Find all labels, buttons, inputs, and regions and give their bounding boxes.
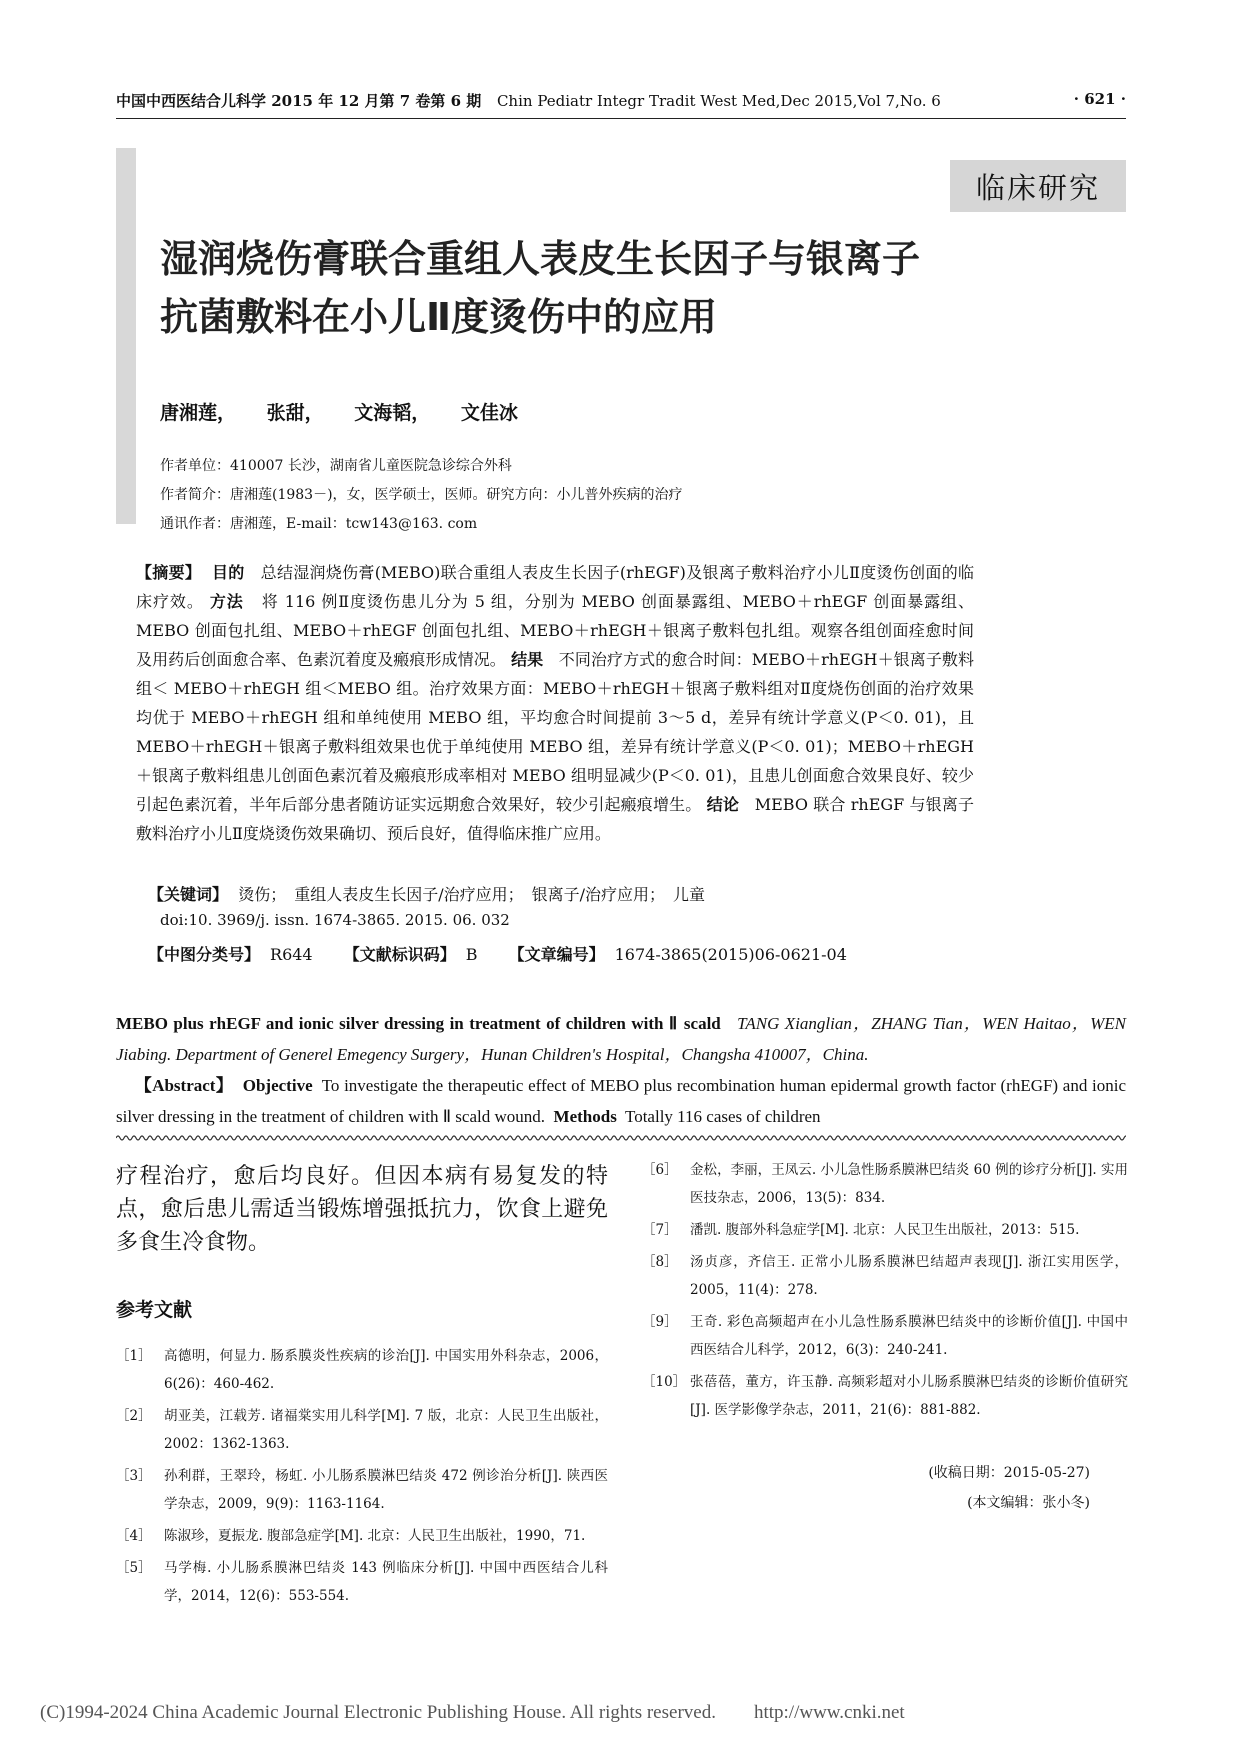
reference-number: ［7］ (642, 1222, 678, 1238)
reference-text: 汤贞彦，齐信王. 正常小儿肠系膜淋巴结超声表现[J]. 浙江实用医学，2005，11(4)：278. (690, 1254, 1128, 1298)
doc-code-label: 【文献标识码】 (343, 945, 456, 964)
header-rule (116, 118, 1126, 119)
references-list-left (116, 1342, 608, 1610)
references-list-right (642, 1156, 1128, 1424)
english-objective-text: To investigate the therapeutic effect of MEBO plus recombination human epidermal growth factor (rhEGF) and ionic silver dressing in the treatment of children with Ⅱ scald wound. (116, 1076, 1127, 1126)
author-unit: 作者单位：410007 长沙，湖南省儿童医院急诊综合外科 (160, 458, 512, 474)
decorative-side-bar (116, 148, 136, 524)
reference-text: 高德明，何显力. 肠系膜炎性疾病的诊治[J]. 中国实用外科杂志，2006，6(26)：460-462. (164, 1348, 608, 1392)
title-line-1: 湿润烧伤膏联合重组人表皮生长因子与银离子 (160, 237, 921, 281)
method-label: 方法 (209, 592, 244, 611)
reference-item (642, 1216, 1128, 1244)
running-header (116, 90, 1126, 116)
english-abstract (116, 1008, 1126, 1132)
reference-text: 潘凯. 腹部外科急症学[M]. 北京：人民卫生出版社，2013：515. (690, 1222, 1080, 1238)
copyright-footer: (C)1994-2024 China Academic Journal Electronic Publishing House. All rights reserved. http://www.cnki.net (40, 1702, 905, 1723)
keywords-text: 烫伤； 重组人表皮生长因子/治疗应用； 银离子/治疗应用； 儿童 (238, 885, 705, 904)
reference-number: ［5］ (116, 1560, 152, 1576)
reference-text: 王奇. 彩色高频超声在小儿急性肠系膜淋巴结炎中的诊断价值[J]. 中国中西医结合儿科学，2012，6(3)：240-241. (690, 1314, 1128, 1358)
doc-code-value: B (465, 945, 478, 964)
reference-number: ［6］ (642, 1162, 678, 1178)
result-label: 结果 (511, 650, 544, 669)
wavy-divider (116, 1133, 1126, 1143)
reference-number: ［3］ (116, 1468, 152, 1484)
reference-item (642, 1248, 1128, 1304)
article-number-value: 1674-3865(2015)06-0621-04 (614, 945, 847, 964)
reference-item (642, 1156, 1128, 1212)
reference-item (116, 1402, 608, 1458)
reference-text: 陈淑珍，夏振龙. 腹部急症学[M]. 北京：人民卫生出版社，1990，71. (164, 1528, 586, 1544)
english-objective-label: Objective (242, 1076, 313, 1095)
keywords (148, 880, 705, 910)
reference-text: 孙利群，王翠玲，杨虹. 小儿肠系膜淋巴结炎 472 例诊治分析[J]. 陕西医学杂志，2009，9(9)：1163-1164. (164, 1468, 608, 1512)
english-methods-text: Totally 116 cases of children (625, 1107, 821, 1126)
abstract-cn (136, 558, 974, 848)
author-bio: 作者简介：唐湘莲(1983－)，女，医学硕士，医师。研究方向：小儿普外疾病的治疗 (160, 487, 683, 503)
reference-number: ［1］ (116, 1348, 152, 1364)
page-number: · 621 · (1073, 90, 1126, 108)
journal-header (116, 90, 941, 111)
clc-value: R644 (270, 945, 313, 964)
objective-label: 目的 (211, 563, 245, 582)
author-3: 文海韬， (354, 402, 431, 424)
method-text: 将 116 例Ⅱ度烫伤患儿分为 5 组，分别为 MEBO 创面暴露组、MEBO＋rhEGF 创面暴露组、MEBO 创面包扎组、MEBO＋rhEGF 创面包扎组、MEBO＋rhEGH＋银离子敷料包扎组。观察各组创面痊愈时间及用药后创面愈合率、色素沉着度及瘢痕形成情况。 (136, 592, 974, 669)
reference-number: ［4］ (116, 1528, 152, 1544)
author-list (160, 398, 542, 425)
reference-number: ［2］ (116, 1408, 152, 1424)
received-date: (收稿日期：2015-05-27) (928, 1465, 1090, 1481)
doi: doi:10. 3969/j. issn. 1674-3865. 2015. 06. 032 (160, 911, 510, 929)
left-column (116, 1160, 608, 1614)
abstract-label: 【摘要】 (136, 563, 202, 582)
clc-label: 【中图分类号】 (148, 945, 261, 964)
reference-text: 金松，李丽，王凤云. 小儿急性肠系膜淋巴结炎 60 例的诊疗分析[J]. 实用医技杂志，2006，13(5)：834. (690, 1162, 1128, 1206)
english-abstract-label: 【Abstract】 (134, 1076, 234, 1095)
reference-text: 胡亚美，江载芳. 诸福棠实用儿科学[M]. 7 版，北京：人民卫生出版社，2002：1362-1363. (164, 1408, 608, 1452)
result-text: 不同治疗方式的愈合时间：MEBO＋rhEGH＋银离子敷料组＜ MEBO＋rhEGH 组＜MEBO 组。治疗效果方面：MEBO＋rhEGH＋银离子敷料组对Ⅱ度烧伤创面的治疗效果均优于 MEBO＋rhEGH 组和单纯使用 MEBO 组，平均愈合时间提前 3～5 d，差异有统计学意义(P＜0. 01)，且 MEBO＋rhEGH＋银离子敷料组效果也优于单纯使用 MEBO 组，差异有统计学意义(P＜0. 01)；MEBO＋rhEGH＋银离子敷料组患儿创面色素沉着及瘢痕形成率相对 MEBO 组明显减少(P＜0. 01)，且患儿创面愈合效果良好、较少引起色素沉着，半年后部分患者随访证实远期愈合效果好，较少引起瘢痕增生。 (136, 650, 974, 814)
reference-item (642, 1368, 1128, 1424)
conclusion-label: 结论 (706, 795, 739, 814)
reference-item (116, 1522, 608, 1550)
classification (148, 942, 847, 965)
journal-cn: 中国中西医结合儿科学 2015 年 12 月第 7 卷第 6 期 (116, 92, 482, 110)
author-1: 唐湘莲， (160, 402, 237, 424)
article-title (160, 230, 1100, 346)
body-text: 疗程治疗，愈后均良好。但因本病有易复发的特点，愈后患儿需适当锻炼增强抵抗力，饮食上避免多食生冷食物。 (116, 1164, 608, 1255)
reference-item (116, 1462, 608, 1518)
reference-number: ［10］ (642, 1374, 687, 1390)
reference-item (116, 1554, 608, 1610)
section-label: 临床研究 (950, 160, 1126, 212)
author-info (160, 452, 683, 539)
dates-block (900, 1458, 1090, 1518)
corresponding-author: 通讯作者：唐湘莲，E-mail：tcw143@163. com (160, 516, 478, 532)
right-column (642, 1156, 1128, 1428)
english-methods-label: Methods (553, 1107, 617, 1126)
reference-text: 马学梅. 小儿肠系膜淋巴结炎 143 例临床分析[J]. 中国中西医结合儿科学，2014，12(6)：553-554. (164, 1560, 608, 1604)
author-2: 张甜， (266, 402, 324, 424)
reference-number: ［8］ (642, 1254, 678, 1270)
reference-item (116, 1342, 608, 1398)
title-line-2: 抗菌敷料在小儿Ⅱ度烫伤中的应用 (160, 295, 718, 339)
english-title: MEBO plus rhEGF and ionic silver dressing in treatment of children with Ⅱ scald (116, 1014, 721, 1033)
journal-en: Chin Pediatr Integr Tradit West Med,Dec 2015,Vol 7,No. 6 (496, 92, 941, 110)
reference-text: 张蓓蓓，董方，许玉静. 高频彩超对小儿肠系膜淋巴结炎的诊断价值研究[J]. 医学影像学杂志，2011，21(6)：881-882. (690, 1374, 1128, 1418)
keywords-label: 【关键词】 (148, 885, 229, 904)
objective-text: 总结湿润烧伤膏(MEBO)联合重组人表皮生长因子(rhEGF)及银离子敷料治疗小儿Ⅱ度烫伤创面的临床疗效。 (136, 563, 974, 611)
references-heading: 参考文献 (116, 1299, 193, 1321)
english-authors: TANG Xianglian，ZHANG Tian，WEN Haitao，WEN Jiabing. Department of Generel Emegency Surgery，Hunan Children's Hospital，Changsha 410007，China. (116, 1014, 1126, 1064)
editor: (本文编辑：张小冬) (967, 1495, 1090, 1511)
author-4: 文佳冰 (460, 402, 518, 424)
reference-item (642, 1308, 1128, 1364)
conclusion-text: MEBO 联合 rhEGF 与银离子敷料治疗小儿Ⅱ度烧烫伤效果确切、预后良好，值得临床推广应用。 (136, 795, 974, 843)
reference-number: ［9］ (642, 1314, 678, 1330)
article-number-label: 【文章编号】 (508, 945, 605, 964)
